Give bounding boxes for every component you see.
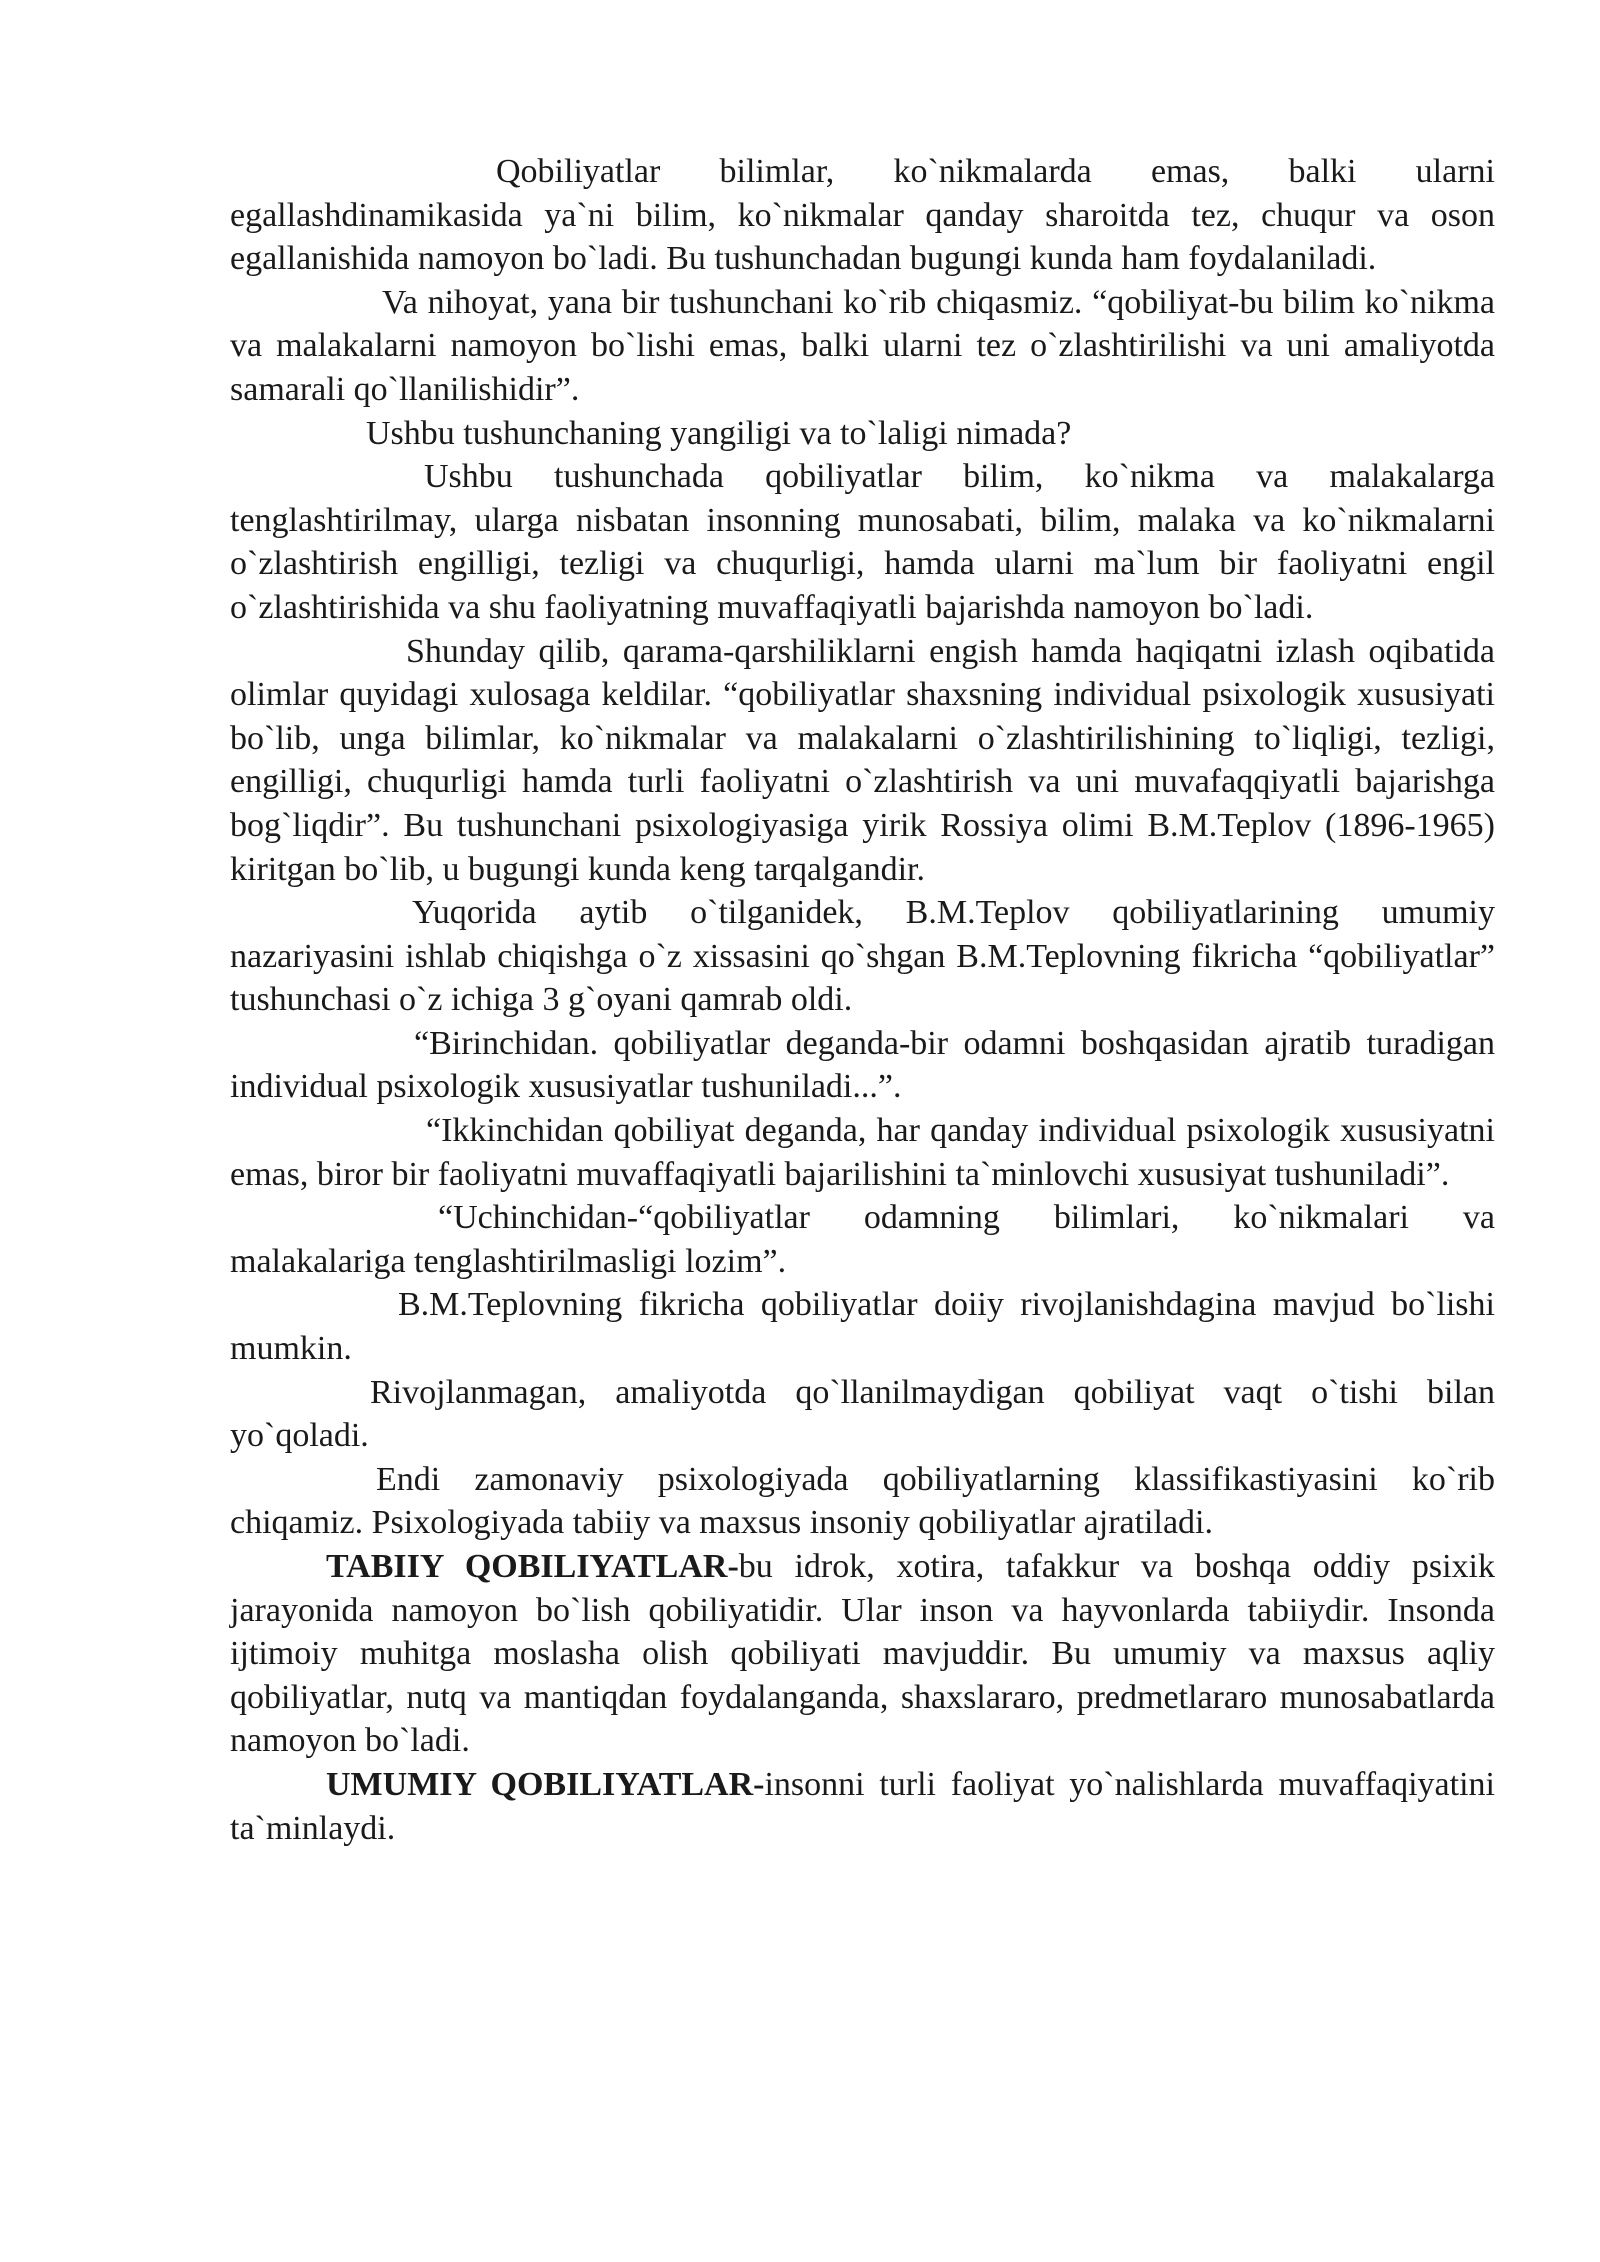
paragraph-14	[230, 1763, 1495, 1850]
paragraph-4: Ushbu tushunchada qobiliyatlar bilim, ko`nikma va malakalarga tenglashtirilmay, ularga nisbatan insonning munosabati, bilim, malaka va ko`nikmalarni o`zlashtirish engilligi, tezligi va chuqurligi, hamda ularni ma`lum bir faoliyatni engil o`zlashtirishida va shu faoliyatning muvaffaqiyatli bajarishda namoyon bo`ladi.	[230, 458, 1495, 626]
paragraph-10: B.M.Teplovning fikricha qobiliyatlar doiiy rivojlanishdagina mavjud bo`lishi mumkin.	[230, 1286, 1495, 1368]
paragraph-7: “Birinchidan. qobiliyatlar deganda-bir odamni boshqasidan ajratib turadigan individual psixologik xususiyatlar tushuniladi...”.	[230, 1024, 1495, 1106]
paragraph-9: “Uchinchidan-“qobiliyatlar odamning bilimlari, ko`nikmalari va malakalariga tenglashtirilmasligi lozim”.	[230, 1199, 1495, 1280]
paragraph-13	[230, 1545, 1495, 1763]
paragraph-14-text: insonni turli faoliyat yo`nalishlarda muvaffaqiyatini ta`minlaydi.	[230, 1765, 1495, 1847]
paragraph-11: Rivojlanmagan, amaliyotda qo`llanilmaydigan qobiliyat vaqt o`tishi bilan yo`qoladi.	[230, 1373, 1495, 1455]
paragraph-13-text: bu idrok, xotira, tafakkur va boshqa oddiy psixik jarayonida namoyon bo`lish qobiliyatidir. Ular inson va hayvonlarda tabiiydir. Insonda ijtimoiy muhitga moslasha olish qobiliyati mavjuddir. Bu umumiy va maxsus aqliy qobiliyatlar, nutq va mantiqdan foydalanganda, shaxslararo, predmetlararo munosabatlarda namoyon bo`ladi.	[230, 1548, 1495, 1760]
paragraph-6: Yuqorida aytib o`tilganidek, B.M.Teplov qobiliyatlarining umumiy nazariyasini ishlab chiqishga o`z xissasini qo`shgan B.M.Teplovning fikricha “qobiliyatlar” tushunchasi o`z ichiga 3 g`oyani qamrab oldi.	[230, 894, 1495, 1019]
paragraph-8: “Ikkinchidan qobiliyat deganda, har qanday individual psixologik xususiyatni emas, biror bir faoliyatni muvaffaqiyatli bajarilishini ta`minlovchi xususiyat tushuniladi”.	[230, 1112, 1495, 1193]
paragraph-5: Shunday qilib, qarama-qarshiliklarni engish hamda haqiqatni izlash oqibatida olimlar quyidagi xulosaga keldilar. “qobiliyatlar shaxsning individual psixologik xususiyati bo`lib, unga bilimlar, ko`nikmalar va malakalarni o`zlashtirilishining to`liqligi, tezligi, engilligi, chuqurligi hamda turli faoliyatni o`zlashtirish va uni muvafaqqiyatli bajarishga bog`liqdir”. Bu tushunchani psixologiyasiga yirik Rossiya olimi B.M.Teplov (1896-1965) kiritgan bo`lib, u bugungi kunda keng tarqalgandir.	[230, 632, 1495, 888]
term-umumiy-qobiliyatlar: UMUMIY QOBILIYATLAR-	[326, 1765, 765, 1803]
term-tabiiy-qobiliyatlar: TABIIY QOBILIYATLAR-	[326, 1548, 739, 1585]
paragraph-1: Qobiliyatlar bilimlar, ko`nikmalarda emas, balki ularni egallashdinamikasida ya`ni bilim, ko`nikmalar qanday sharoitda tez, chuqur va oson egallanishida namoyon bo`ladi. Bu tushunchadan bugungi kunda ham foydalaniladi.	[230, 153, 1495, 278]
paragraph-12: Endi zamonaviy psixologiyada qobiliyatlarning klassifikastiyasini ko`rib chiqamiz. Psixologiyada tabiiy va maxsus insoniy qobiliyatlar ajratiladi.	[230, 1460, 1495, 1542]
paragraph-2: Va nihoyat, yana bir tushunchani ko`rib chiqasmiz. “qobiliyat-bu bilim ko`nikma va malakalarni namoyon bo`lishi emas, balki ularni tez o`zlashtirilishi va uni amaliyotda samarali qo`llanilishidir”.	[230, 283, 1495, 408]
paragraph-3: Ushbu tushunchaning yangiligi va to`laligi nimada?	[366, 414, 1072, 452]
document-page	[230, 150, 1495, 1850]
